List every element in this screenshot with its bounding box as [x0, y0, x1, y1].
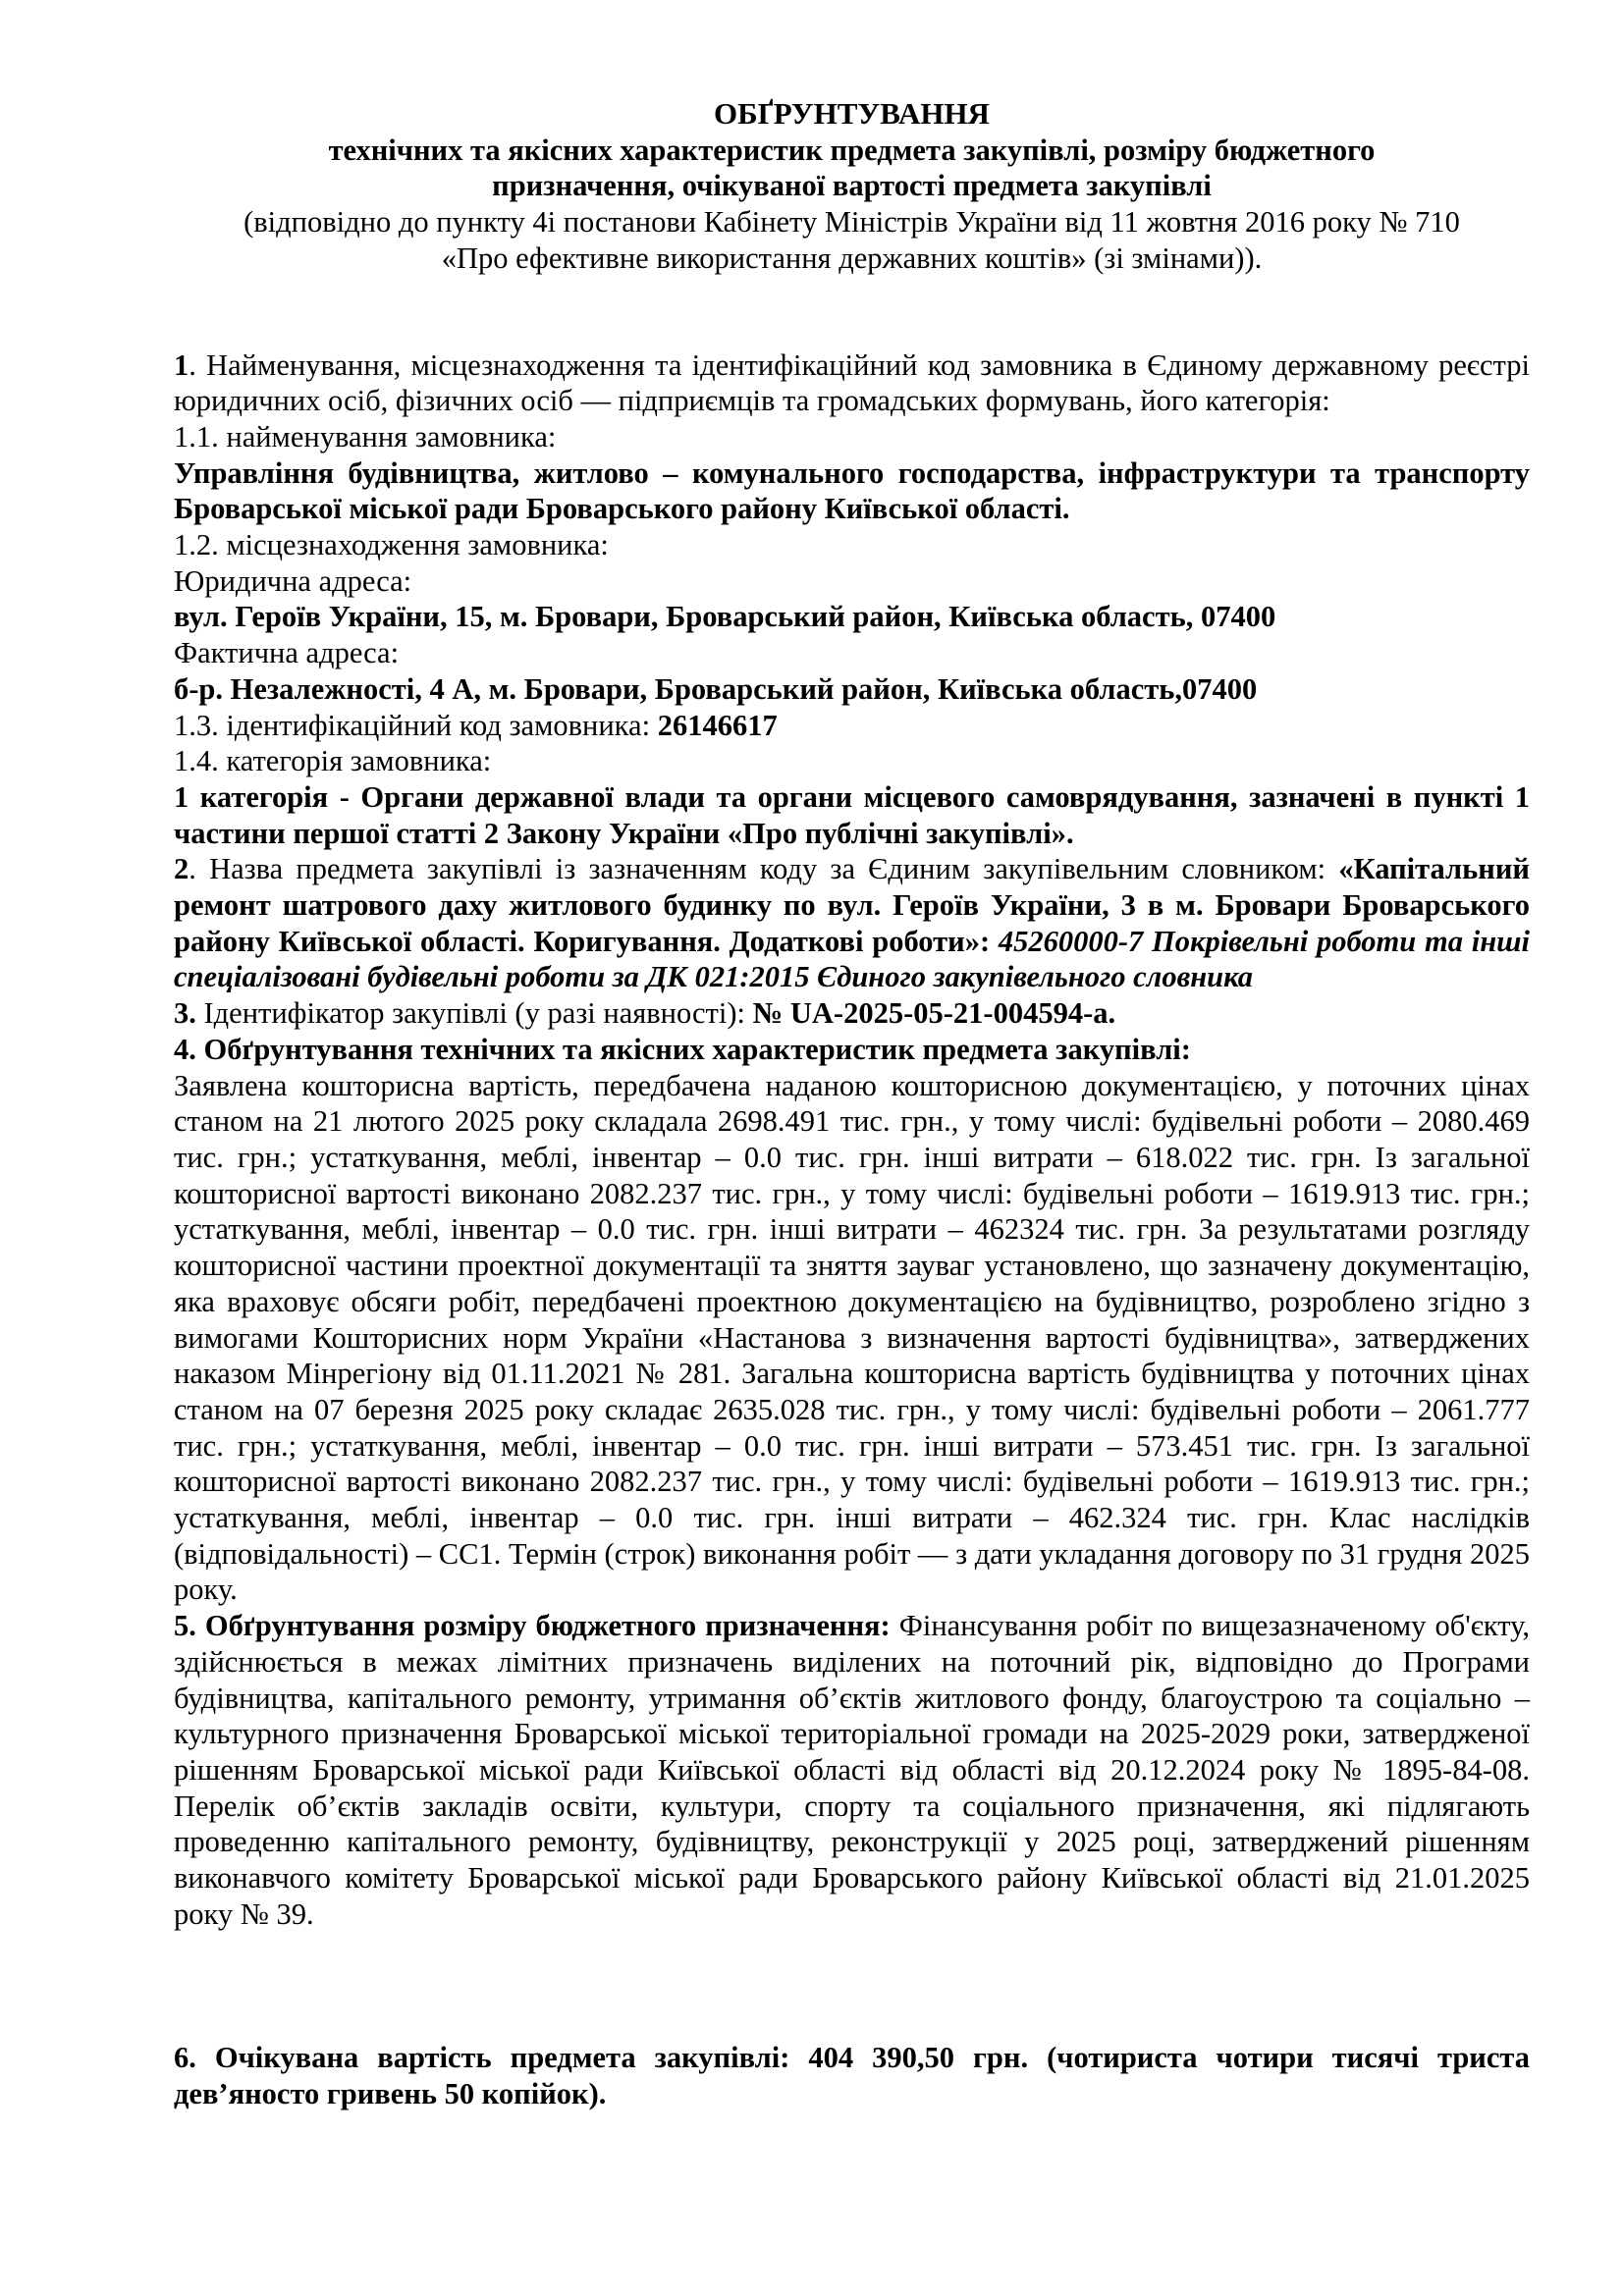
- legal-address-label: Юридична адреса:: [174, 563, 412, 598]
- section-3-number: 3.: [174, 996, 196, 1031]
- section-1-number: 1: [174, 347, 189, 382]
- section-1-3: [174, 708, 1530, 744]
- section-4-body: Заявлена кошторисна вартість, передбачена наданою кошторисною документацією, у поточних цінах станом на 21 лютого 2025 року складала 2698.491 тис. грн., у тому числі: будівельні роботи – 2080.469 тис. грн.; устаткування, меблі, інвентар – 0.0 тис. грн. інші витрати – 618.022 тис. грн. Із загальної кошторисної вартості виконано 2082.237 тис. грн., у тому числі: будівельні роботи – 1619.913 тис. грн.; устаткування, меблі, інвентар – 0.0 тис. грн. інші витрати – 462324 тис. грн. За результатами розгляду кошторисної частини проектної документації та зняття зауваг установлено, що зазначену документацію, яка враховує обсяги робіт, передбачені проектною документацією на будівництво, розроблено згідно з вимогами Кошторисних норм України «Настанова з визначення вартості будівництва», затверджених наказом Мінрегіону від 01.11.2021 № 281. Загальна кошторисна вартість будівництва у поточних цінах станом на 07 березня 2025 року складає 2635.028 тис. грн., у тому числі: будівельні роботи – 2061.777 тис. грн.; устаткування, меблі, інвентар – 0.0 тис. грн. інші витрати – 573.451 тис. грн. Із загальної кошторисної вартості виконано 2082.237 тис. грн., у тому числі: будівельні роботи – 1619.913 тис. грн.; устаткування, меблі, інвентар – 0.0 тис. грн. інші витрати – 462.324 тис. грн. Клас наслідків (відповідальності) – СС1. Термін (строк) виконання робіт — з дати укладання договору по 31 грудня 2025 року.: [174, 1068, 1530, 1607]
- document-legal-basis-line-2: «Про ефективне використання державних коштів» (зі змінами)).: [441, 240, 1263, 275]
- section-1-2-label: 1.2. місцезнаходження замовника:: [174, 528, 609, 562]
- section-5: [174, 1608, 1530, 1932]
- cpv-code: 45260000-7 Покрівельні роботи та інші спеціалізовані будівельні роботи за ДК 021:2015 Єдиного закупівельного словника: [174, 924, 1531, 994]
- spacer: [174, 1932, 1530, 2040]
- actual-address-label: Фактична адреса:: [174, 636, 400, 670]
- section-1-intro: [174, 347, 1530, 419]
- section-1-4-label: 1.4. категорія замовника:: [174, 744, 492, 778]
- section-1-text: . Найменування, місцезнаходження та ідентифікаційний код замовника в Єдиному державному реєстрі юридичних осіб, фізичних осіб — підприємців та громадських формувань, його категорія:: [174, 347, 1530, 418]
- section-2: [174, 851, 1530, 995]
- actual-address: б-р. Незалежності, 4 А, м. Бровари, Броварський район, Київська область,07400: [174, 671, 1258, 706]
- customer-name: Управління будівництва, житлово – комунального господарства, інфраструктури та транспорту Броварської міської ради Броварського району Київської області.: [174, 455, 1530, 526]
- procurement-subject: «Капітальний ремонт шатрового даху житлового будинку по вул. Героїв України, 3 в м. Бровари Броварського району Київської області. Коригування. Додаткові роботи»:: [174, 852, 1530, 958]
- section-4-heading: 4. Обґрунтування технічних та якісних характеристик предмета закупівлі:: [174, 1032, 1191, 1066]
- customer-category: 1 категорія - Органи державної влади та органи місцевого самоврядування, зазначені в пункті 1 частини першої статті 2 Закону України «Про публічні закупівлі».: [174, 779, 1530, 850]
- section-3: [174, 995, 1530, 1032]
- section-5-heading: 5. Обґрунтування розміру бюджетного призначення:: [174, 1609, 891, 1643]
- document-legal-basis-line-1: (відповідно до пункту 4і постанови Кабінету Міністрів України від 11 жовтня 2016 року № 710: [243, 205, 1460, 240]
- document-header: [174, 96, 1530, 277]
- section-2-text: . Назва предмета закупівлі із зазначенням коду за Єдиним закупівельним словником:: [189, 852, 1339, 886]
- section-5-body: Фінансування робіт по вищезазначеному об'єкту, здійснюється в межах лімітних призначень виділених на поточний рік, відповідно до Програми будівництва, капітального ремонту, утримання об’єктів житлового фонду, благоустрою та соціально – культурного призначення Броварської міської територіальної громади на 2025-2029 роки, затвердженої рішенням Броварської міської ради Київської області від області від 20.12.2024 року № 1895-84-08. Перелік об’єктів закладів освіти, культури, спорту та соціального призначення, які підлягають проведенню капітального ремонту, будівництву, реконструкції у 2025 році, затверджений рішенням виконавчого комітету Броварської міської ради Броварського району Київської області від 21.01.2025 року № 39.: [174, 1609, 1530, 1931]
- legal-address: вул. Героїв України, 15, м. Бровари, Броварський район, Київська область, 07400: [174, 600, 1276, 634]
- document-subtitle-line-2: призначення, очікуваної вартості предмета закупівлі: [492, 169, 1212, 203]
- section-2-number: 2: [174, 852, 189, 886]
- section-3-text: Ідентифікатор закупівлі (у разі наявності):: [195, 996, 753, 1031]
- customer-code-label: 1.3. ідентифікаційний код замовника:: [174, 708, 658, 742]
- procurement-id: № UA-2025-05-21-004594-a.: [752, 996, 1116, 1031]
- document-subtitle-line-1: технічних та якісних характеристик предмета закупівлі, розміру бюджетного: [328, 133, 1376, 167]
- customer-code: 26146617: [657, 708, 778, 742]
- section-1-1-label: 1.1. найменування замовника:: [174, 419, 557, 454]
- spacer: [174, 277, 1530, 347]
- document-title: ОБҐРУНТУВАННЯ: [714, 96, 990, 131]
- section-6-expected-cost: 6. Очікувана вартість предмета закупівлі: 404 390,50 грн. (чотириста чотири тисячі триста дев’яносто гривень 50 копійок).: [174, 2041, 1530, 2111]
